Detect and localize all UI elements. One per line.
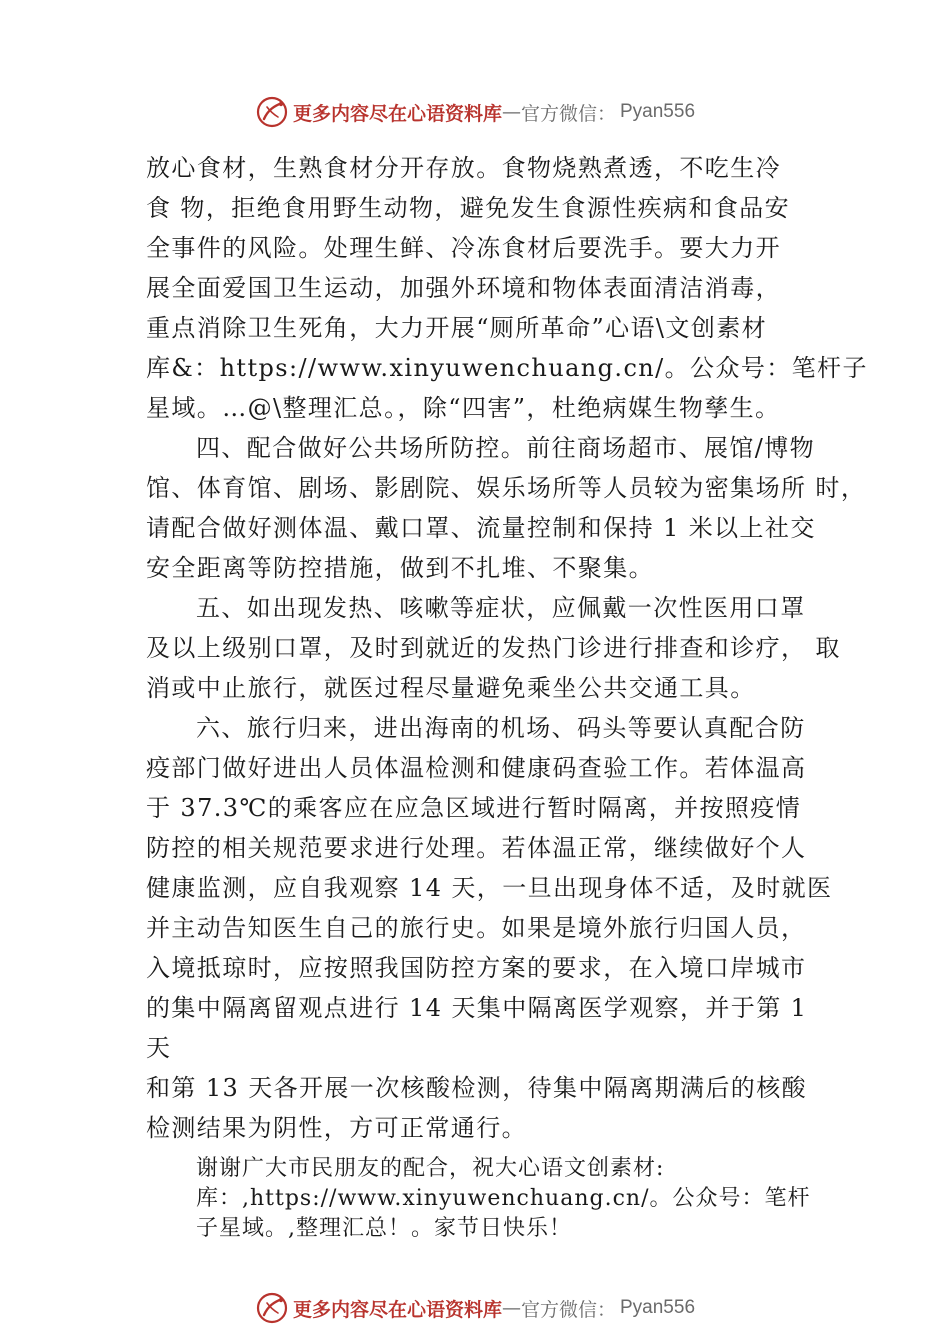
header-dash: — [501, 101, 521, 123]
closing-paragraph [196, 1154, 826, 1244]
body-line: 的集中隔离留观点进行 14 天集中隔离医学观察，并于第 1 [146, 994, 808, 1022]
footer-wechat-id: Pyan556 [620, 1297, 696, 1318]
body-line: 于 37.3℃的乘客应在应急区域进行暂时隔离，并按照疫情 [146, 794, 802, 822]
paragraph-four-start: 四、配合做好公共场所防控。前往商场超市、展馆/博物 [196, 434, 816, 462]
body-line: 并主动告知医生自己的旅行史。如果是境外旅行归国人员， [146, 914, 807, 942]
body-line: 疫部门做好进出人员体温检测和健康码查验工作。若体温高 [146, 754, 807, 782]
body-line: 请配合做好测体温、戴口罩、流量控制和保持 1 米以上社交 [146, 514, 816, 542]
body-line: 展全面爱国卫生运动，加强外环境和物体表面清洁消毒， [146, 274, 781, 302]
document-body [146, 148, 868, 1148]
body-line: 健康监测，应自我观察 14 天，一旦出现身体不适，及时就医 [146, 874, 833, 902]
closing-line: 子星域。,整理汇总！。家节日快乐！ [196, 1216, 572, 1241]
body-line: 和第 13 天各开展一次核酸检测，待集中隔离期满后的核酸 [146, 1074, 807, 1102]
footer-banner [0, 1288, 950, 1328]
header-wechat-id: Pyan556 [620, 101, 696, 122]
paragraph-five-start: 五、如出现发热、咳嗽等症状，应佩戴一次性医用口罩 [196, 594, 806, 622]
body-line: 及以上级别口罩，及时到就近的发热门诊进行排查和诊疗， 取 [146, 634, 841, 662]
paragraph-six-start: 六、旅行归来，进出海南的机场、码头等要认真配合防 [196, 714, 806, 742]
body-line: 放心食材，生熟食材分开存放。食物烧熟煮透，不吃生冷 [146, 154, 781, 182]
header-brand-text: 更多内容尽在心语资料库 [292, 102, 502, 125]
footer-dash: — [501, 1297, 521, 1319]
body-line: 防控的相关规范要求进行处理。若体温正常，继续做好个人 [146, 834, 807, 862]
body-line: 安全距离等防控措施，做到不扎堆、不聚集。 [146, 554, 654, 582]
body-line: 入境抵琼时，应按照我国防控方案的要求，在入境口岸城市 [146, 954, 807, 982]
closing-line: 谢谢广大市民朋友的配合，祝大心语文创素材: [196, 1156, 665, 1181]
body-line: 全事件的风险。处理生鲜、冷冻食材后要洗手。要大力开 [146, 234, 781, 262]
body-line: 食 物，拒绝食用野生动物，避免发生食源性疾病和食品安 [146, 194, 791, 222]
footer-brand-text: 更多内容尽在心语资料库 [292, 1298, 502, 1321]
body-line: 天 [146, 1034, 172, 1062]
closing-line: 库：,https://www.xinyuwenchuang.cn/。公众号：笔杆 [196, 1186, 811, 1211]
body-line: 馆、体育馆、剧场、影剧院、娱乐场所等人员较为密集场所 时， [146, 474, 867, 502]
body-line: 消或中止旅行，就医过程尽量避免乘坐公共交通工具。 [146, 674, 756, 702]
header-official-label: 官方微信： [520, 102, 616, 125]
body-line: 星域。…@\整理汇总。，除“四害”，杜绝病媒生物孳生。 [146, 394, 781, 422]
header-banner [0, 92, 950, 132]
body-line: 检测结果为阴性，方可正常通行。 [146, 1114, 527, 1142]
brand-logo-icon [255, 95, 289, 129]
body-line: 重点消除卫生死角，大力开展“厕所革命”心语\文创素材 [146, 314, 768, 342]
footer-official-label: 官方微信： [520, 1298, 616, 1321]
brand-logo-icon [255, 1291, 289, 1325]
body-line: 库&：https://www.xinyuwenchuang.cn/。公众号：笔杆子 [146, 354, 868, 382]
